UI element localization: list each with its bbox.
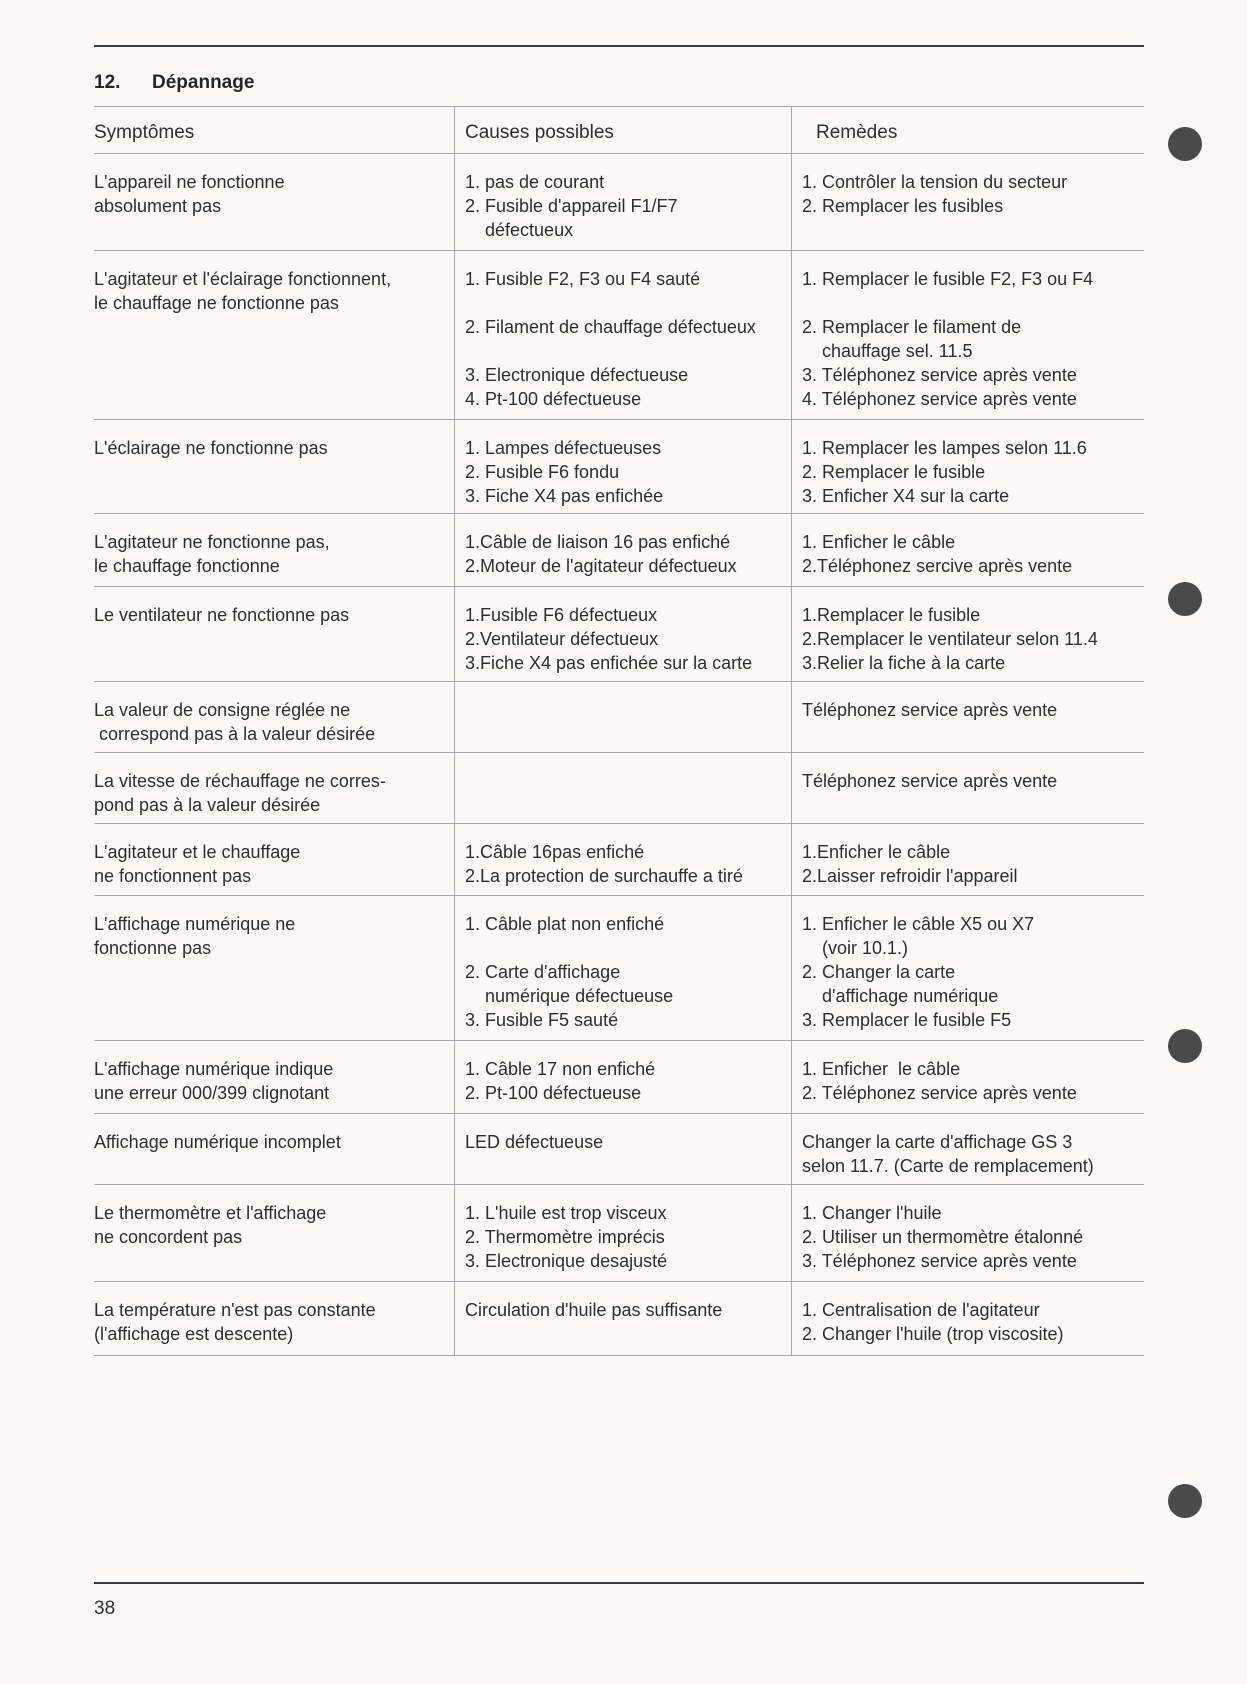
table-header-row xyxy=(94,107,1144,154)
table-row xyxy=(94,587,1144,682)
causes-cell: 1. Câble 17 non enfiché 2. Pt-100 défectueuse xyxy=(454,1041,791,1113)
remedies-cell: 1. Changer l'huile 2. Utiliser un thermomètre étalonné 3. Téléphonez service après vente xyxy=(791,1185,1144,1281)
remedies-cell: 1. Enficher le câble 2. Téléphonez service après vente xyxy=(791,1041,1144,1113)
symptom-cell: L'agitateur et l'éclairage fonctionnent, le chauffage ne fonctionne pas xyxy=(94,269,392,313)
causes-cell: 1.Câble 16pas enfiché 2.La protection de surchauffe a tiré xyxy=(454,824,791,896)
causes-cell: 1. Lampes défectueuses 2. Fusible F6 fondu 3. Fiche X4 pas enfichée xyxy=(454,420,791,516)
table-row xyxy=(94,1282,1144,1356)
table-row xyxy=(94,753,1144,824)
remedies-cell: Téléphonez service après vente xyxy=(791,753,1144,825)
header-remedies: Remèdes xyxy=(791,107,1144,153)
troubleshooting-table xyxy=(94,106,1144,1356)
causes-cell: 1.Câble de liaison 16 pas enfiché 2.Moteur de l'agitateur défectueux xyxy=(454,514,791,586)
table-row xyxy=(94,420,1144,514)
punch-hole-marker xyxy=(1168,1029,1202,1063)
symptom-cell: Le ventilateur ne fonctionne pas xyxy=(94,605,350,625)
symptom-cell: La température n'est pas constante (l'affichage est descente) xyxy=(94,1300,376,1344)
remedies-cell: 1. Remplacer les lampes selon 11.6 2. Remplacer le fusible 3. Enficher X4 sur la carte xyxy=(791,420,1144,516)
remedies-cell: 1. Contrôler la tension du secteur 2. Remplacer les fusibles xyxy=(791,154,1144,250)
header-symptoms: Symptômes xyxy=(94,122,195,143)
table-row xyxy=(94,1041,1144,1114)
punch-hole-marker xyxy=(1168,127,1202,161)
header-causes: Causes possibles xyxy=(454,107,791,153)
causes-cell: 1. Fusible F2, F3 ou F4 sauté 2. Filament de chauffage défectueux 3. Electronique défectueuse 4. Pt-100 défectueuse xyxy=(454,251,791,419)
top-rule xyxy=(94,45,1144,47)
symptom-cell: L'agitateur ne fonctionne pas, le chauffage fonctionne xyxy=(94,532,330,576)
punch-hole-marker xyxy=(1168,1484,1202,1518)
remedies-cell: 1.Enficher le câble 2.Laisser refroidir l'appareil xyxy=(791,824,1144,896)
table-row xyxy=(94,154,1144,251)
page-number: 38 xyxy=(94,1598,116,1619)
section-heading xyxy=(94,72,254,94)
table-row xyxy=(94,896,1144,1041)
symptom-cell: La vitesse de réchauffage ne corres- pond pas à la valeur désirée xyxy=(94,771,386,815)
causes-cell: Circulation d'huile pas suffisante xyxy=(454,1282,791,1355)
causes-cell: 1. L'huile est trop visceux 2. Thermomètre imprécis 3. Electronique desajusté xyxy=(454,1185,791,1281)
section-title: Dépannage xyxy=(152,72,255,93)
section-number: 12. xyxy=(94,72,121,93)
table-body xyxy=(94,154,1144,1356)
symptom-cell: Le thermomètre et l'affichage ne concordent pas xyxy=(94,1203,327,1247)
symptom-cell: L'appareil ne fonctionne absolument pas xyxy=(94,172,285,216)
symptom-cell: L'affichage numérique indique une erreur 000/399 clignotant xyxy=(94,1059,334,1103)
remedies-cell: 1. Enficher le câble 2.Téléphonez sercive après vente xyxy=(791,514,1144,586)
remedies-cell: 1. Remplacer le fusible F2, F3 ou F4 2. Remplacer le filament de chauffage sel. 11.5 3. Téléphonez service après vente 4. Téléphonez service après vente xyxy=(791,251,1144,419)
causes-cell: 1. pas de courant 2. Fusible d'appareil F1/F7 défectueux xyxy=(454,154,791,250)
table-row xyxy=(94,514,1144,587)
symptom-cell: La valeur de consigne réglée ne correspond pas à la valeur désirée xyxy=(94,700,376,744)
symptom-cell: L'agitateur et le chauffage ne fonctionnent pas xyxy=(94,842,301,886)
table-row xyxy=(94,1114,1144,1185)
table-row xyxy=(94,824,1144,896)
table-row xyxy=(94,251,1144,420)
table-row xyxy=(94,682,1144,753)
punch-hole-marker xyxy=(1168,582,1202,616)
symptom-cell: L'éclairage ne fonctionne pas xyxy=(94,438,328,458)
remedies-cell: Changer la carte d'affichage GS 3 selon 11.7. (Carte de remplacement) xyxy=(791,1114,1144,1186)
symptom-cell: L'affichage numérique ne fonctionne pas xyxy=(94,914,296,958)
causes-cell: 1. Câble plat non enfiché 2. Carte d'affichage numérique défectueuse 3. Fusible F5 sauté xyxy=(454,896,791,1040)
causes-cell xyxy=(454,753,791,825)
remedies-cell: 1. Enficher le câble X5 ou X7 (voir 10.1.) 2. Changer la carte d'affichage numérique 3. Remplacer le fusible F5 xyxy=(791,896,1144,1040)
remedies-cell: Téléphonez service après vente xyxy=(791,682,1144,754)
remedies-cell: 1. Centralisation de l'agitateur 2. Changer l'huile (trop viscosite) xyxy=(791,1282,1144,1355)
causes-cell: LED défectueuse xyxy=(454,1114,791,1186)
remedies-cell: 1.Remplacer le fusible 2.Remplacer le ventilateur selon 11.4 3.Relier la fiche à la carte xyxy=(791,587,1144,683)
table-row xyxy=(94,1185,1144,1282)
causes-cell: 1.Fusible F6 défectueux 2.Ventilateur défectueux 3.Fiche X4 pas enfichée sur la carte xyxy=(454,587,791,683)
bottom-rule xyxy=(94,1582,1144,1584)
symptom-cell: Affichage numérique incomplet xyxy=(94,1132,341,1152)
causes-cell xyxy=(454,682,791,754)
